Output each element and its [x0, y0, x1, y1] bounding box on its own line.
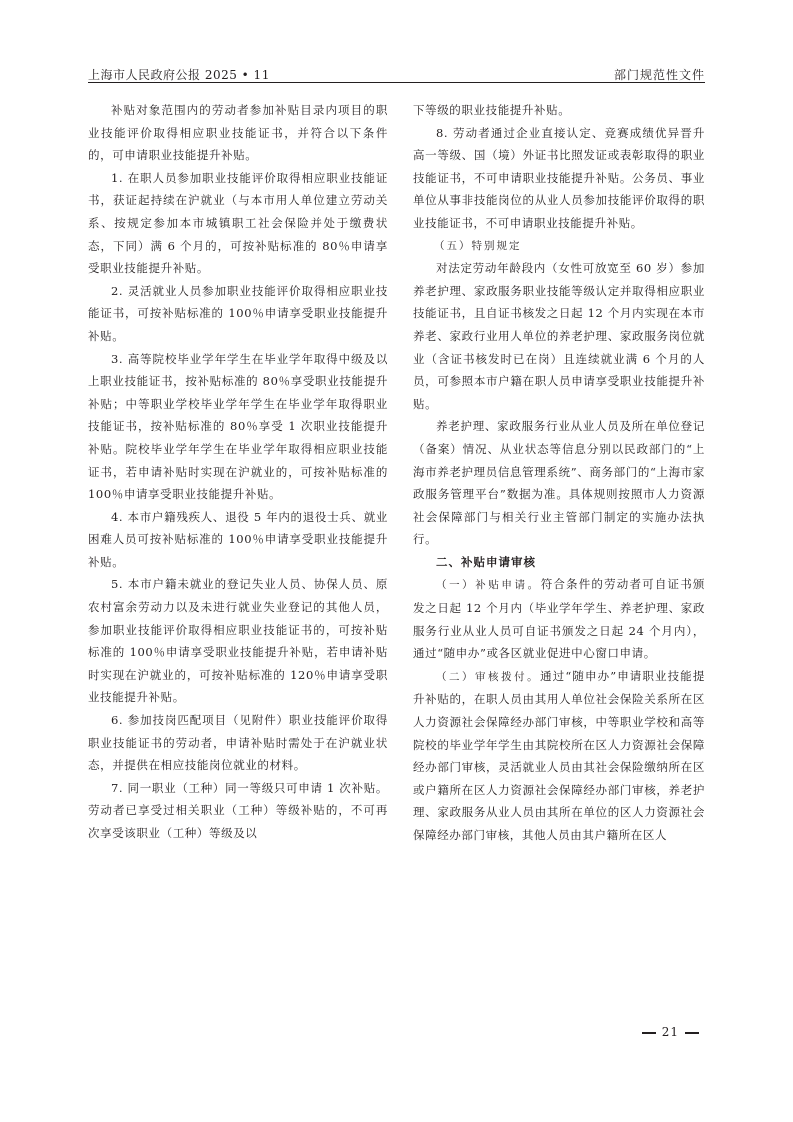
paragraph-body: 通过“随申办”申请职业技能提升补贴的，在职人员由其用人单位社会保险关系所在区人力资源社会保障经办部门审核，中等职业学校和高等院校的毕业学年学生由其院校所在区人力资源社会保障经办部门审核，灵活就业人员由其社会保险缴纳所在区或户籍所在区人力资源社会保障经办部门审核，养老护理、家政服务从业人员由其所在单位的区人力资源社会保障经办部门审核，其他人员由其户籍所在区人	[413, 668, 705, 842]
paragraph	[413, 665, 705, 847]
section-title: 部门规范性文件	[613, 68, 705, 82]
left-column	[88, 99, 388, 845]
paragraph: 5. 本市户籍未就业的登记失业人员、协保人员、原农村富余劳动力以及未进行就业失业登记的其他人员，参加职业技能评价取得相应职业技能证书的，可按补贴标准的 100％申请享受职业技能提升补贴，若申请补贴时实现在沪就业的，可按补贴标准的 120％申请享受职业技能提升补贴。	[88, 577, 388, 705]
subsection-lead: （二）审核拨付。	[436, 670, 541, 683]
paragraph: 养老护理、家政服务行业从业人员及所在单位登记（备案）情况、从业状态等信息分别以民政部门的“上海市养老护理员信息管理系统”、商务部门的“上海市家政服务管理平台”数据为准。具体规则按照市人力资源社会保障部门与相关行业主管部门制定的实施办法执行。	[413, 419, 705, 547]
running-header	[88, 60, 705, 83]
paragraph: 3. 高等院校毕业学年学生在毕业学年取得中级及以上职业技能证书，按补贴标准的 80％享受职业技能提升补贴；中等职业学校毕业学年学生在毕业学年取得职业技能证书，按补贴标准的 80％享受 1 次职业技能提升补贴。院校毕业学年学生在毕业学年取得相应职业技能证书，若申请补贴时实现在沪就业的，可按补贴标准的 100％申请享受职业技能提升补贴。	[88, 351, 388, 502]
paragraph: 补贴对象范围内的劳动者参加补贴目录内项目的职业技能评价取得相应职业技能证书，并符合以下条件的，可申请职业技能提升补贴。	[88, 103, 388, 163]
paragraph: 1. 在职人员参加职业技能评价取得相应职业技能证书，获证起持续在沪就业（与本市用人单位建立劳动关系、按规定参加本市城镇职工社会保险并处于缴费状态，下同）满 6 个月的，可按补贴标准的 80％申请享受职业技能提升补贴。	[88, 170, 388, 276]
paragraph: 对法定劳动年龄段内（女性可放宽至 60 岁）参加养老护理、家政服务职业技能等级认定并取得相应职业技能证书，且自证书核发之日起 12 个月内实现在本市养老、家政行业用人单位的养老护理、家政服务岗位就业（含证书核发时已在岗）且连续就业满 6 个月的人员，可参照本市户籍在职人员申请享受职业技能提升补贴。	[413, 261, 705, 411]
paragraph: 下等级的职业技能提升补贴。	[413, 103, 571, 117]
page-number: 21	[661, 1025, 679, 1039]
subsection-heading: （五）特别规定	[434, 239, 522, 252]
subsection-lead: （一）补贴申请。	[436, 579, 541, 592]
paragraph: 6. 参加技岗匹配项目（见附件）职业技能评价取得职业技能证书的劳动者，申请补贴时需处于在沪就业状态，并提供在相应技能岗位就业的材料。	[88, 713, 388, 773]
dash-right	[685, 1032, 699, 1034]
section-heading: 二、补贴申请审核	[436, 554, 536, 569]
paragraph-body: 符合条件的劳动者可自证书颁发之日起 12 个月内（毕业学年学生、养老护理、家政服务行业从业人员可自证书颁发之日起 24 个月内），通过“随申办”或各区就业促进中心窗口申请。	[413, 577, 705, 661]
publication-title: 上海市人民政府公报 2025 • 11	[88, 68, 270, 82]
page-footer	[636, 1025, 705, 1039]
paragraph: 2. 灵活就业人员参加职业技能评价取得相应职业技能证书，可按补贴标准的 100％申请享受职业技能提升补贴。	[88, 283, 388, 343]
paragraph	[413, 573, 705, 664]
paragraph: 7. 同一职业（工种）同一等级只可申请 1 次补贴。劳动者已享受过相关职业（工种）等级补贴的，不可再次享受该职业（工种）等级及以	[88, 780, 388, 840]
right-column	[413, 99, 705, 847]
dash-left	[642, 1032, 656, 1034]
paragraph: 4. 本市户籍残疾人、退役 5 年内的退役士兵、就业困难人员可按补贴标准的 100％申请享受职业技能提升补贴。	[88, 509, 388, 569]
paragraph: 8. 劳动者通过企业直接认定、竞赛成绩优异晋升高一等级、国（境）外证书比照发证或表彰取得的职业技能证书，不可申请职业技能提升补贴。公务员、事业单位从事非技能岗位的从业人员参加技能评价取得的职业技能证书，不可申请职业技能提升补贴。	[413, 125, 705, 230]
